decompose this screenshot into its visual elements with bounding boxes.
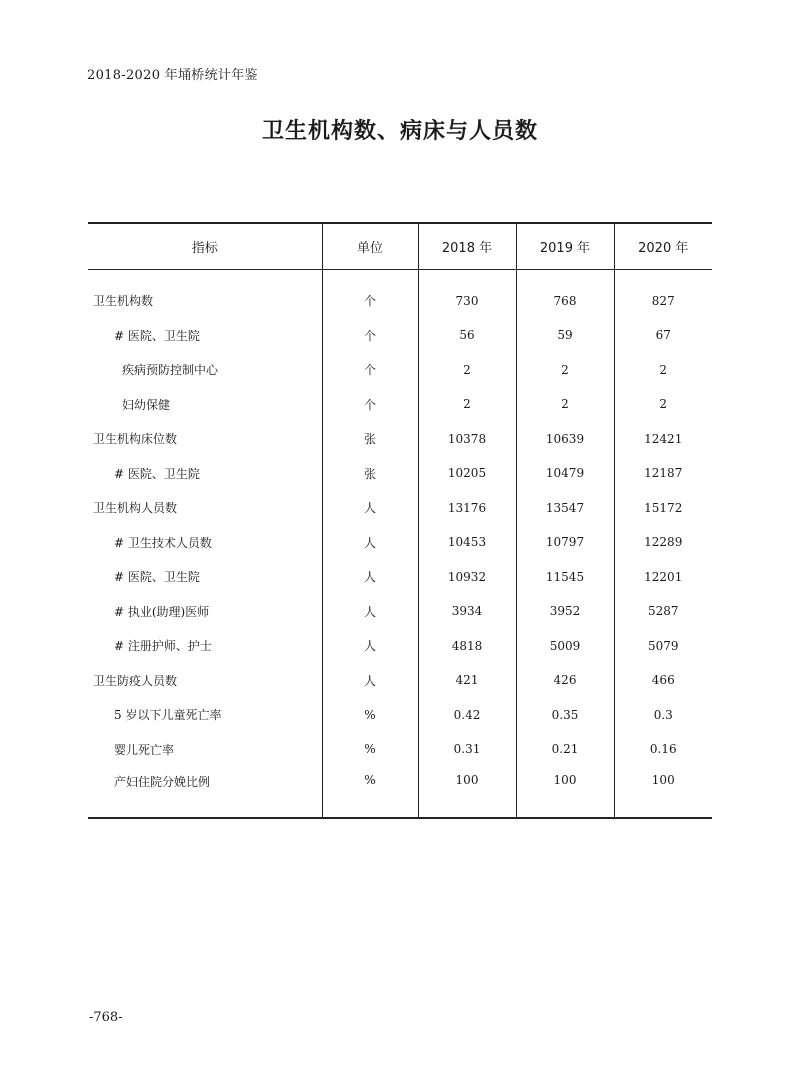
value-2018-cell: 56 (418, 318, 516, 353)
unit-cell: 个 (322, 318, 418, 353)
unit-cell: 个 (322, 387, 418, 422)
table-row (88, 387, 712, 422)
value-2019-cell: 768 (516, 284, 614, 319)
unit-cell: 人 (322, 594, 418, 629)
indicator-cell: 卫生机构数 (93, 294, 154, 309)
unit-cell: % (322, 732, 418, 767)
table-row (88, 456, 712, 491)
indicator-cell: # 医院、卫生院 (114, 466, 200, 481)
value-2020-cell: 15172 (614, 491, 712, 526)
value-2020-cell: 5079 (614, 629, 712, 664)
table-row (88, 594, 712, 629)
value-2018-cell: 10378 (418, 422, 516, 457)
unit-cell: 个 (322, 353, 418, 388)
table-row (88, 663, 712, 698)
table-row (88, 698, 712, 733)
unit-cell: 个 (322, 284, 418, 319)
value-2020-cell: 12187 (614, 456, 712, 491)
value-2019-cell: 13547 (516, 491, 614, 526)
value-2019-cell: 10797 (516, 525, 614, 560)
column-header-2020: 2020 年 (614, 223, 712, 269)
value-2020-cell: 12421 (614, 422, 712, 457)
table-row (88, 353, 712, 388)
unit-cell: 人 (322, 491, 418, 526)
table-row (88, 284, 712, 319)
table-row (88, 560, 712, 595)
indicator-cell: 5 岁以下儿童死亡率 (114, 708, 222, 723)
value-2019-cell: 59 (516, 318, 614, 353)
value-2019-cell: 2 (516, 353, 614, 388)
indicator-cell: # 注册护师、护士 (114, 639, 212, 654)
unit-cell: % (322, 698, 418, 733)
value-2020-cell: 100 (614, 767, 712, 818)
value-2019-cell: 0.21 (516, 732, 614, 767)
value-2019-cell: 10639 (516, 422, 614, 457)
value-2019-cell: 426 (516, 663, 614, 698)
unit-cell: 人 (322, 560, 418, 595)
unit-cell: 张 (322, 456, 418, 491)
running-header: 2018-2020 年埇桥统计年鉴 (87, 68, 258, 83)
indicator-cell: # 执业(助理)医师 (114, 604, 210, 619)
value-2018-cell: 10453 (418, 525, 516, 560)
indicator-cell: 妇幼保健 (122, 397, 171, 412)
value-2020-cell: 2 (614, 387, 712, 422)
indicator-cell: 卫生机构人员数 (93, 501, 178, 516)
unit-cell: 人 (322, 525, 418, 560)
table-row (88, 491, 712, 526)
value-2018-cell: 2 (418, 353, 516, 388)
table-row (88, 629, 712, 664)
value-2018-cell: 4818 (418, 629, 516, 664)
value-2020-cell: 12289 (614, 525, 712, 560)
value-2018-cell: 3934 (418, 594, 516, 629)
table-spacer-row (88, 269, 712, 284)
value-2020-cell: 67 (614, 318, 712, 353)
unit-cell: 人 (322, 663, 418, 698)
indicator-cell: # 医院、卫生院 (114, 328, 200, 343)
page-number: -768- (89, 1010, 123, 1025)
value-2018-cell: 10205 (418, 456, 516, 491)
unit-cell: 人 (322, 629, 418, 664)
table-row (88, 732, 712, 767)
value-2019-cell: 100 (516, 767, 614, 818)
table-row (88, 318, 712, 353)
indicator-cell: 疾病预防控制中心 (122, 363, 219, 378)
unit-cell: 张 (322, 422, 418, 457)
health-statistics-table (88, 222, 712, 819)
value-2020-cell: 12201 (614, 560, 712, 595)
table-row (88, 767, 712, 818)
value-2018-cell: 10932 (418, 560, 516, 595)
column-header-unit: 单位 (322, 223, 418, 269)
value-2020-cell: 0.3 (614, 698, 712, 733)
indicator-cell: 卫生机构床位数 (93, 432, 178, 447)
value-2020-cell: 2 (614, 353, 712, 388)
value-2018-cell: 2 (418, 387, 516, 422)
unit-cell: % (322, 767, 418, 818)
value-2019-cell: 0.35 (516, 698, 614, 733)
value-2018-cell: 13176 (418, 491, 516, 526)
value-2019-cell: 2 (516, 387, 614, 422)
value-2019-cell: 10479 (516, 456, 614, 491)
value-2018-cell: 730 (418, 284, 516, 319)
page-title: 卫生机构数、病床与人员数 (261, 119, 538, 144)
value-2019-cell: 5009 (516, 629, 614, 664)
table-header-row (88, 223, 712, 269)
table-row (88, 422, 712, 457)
indicator-cell: 婴儿死亡率 (114, 742, 175, 757)
value-2020-cell: 827 (614, 284, 712, 319)
column-header-2019: 2019 年 (516, 223, 614, 269)
value-2018-cell: 0.31 (418, 732, 516, 767)
value-2020-cell: 5287 (614, 594, 712, 629)
table-row (88, 525, 712, 560)
indicator-cell: 产妇住院分娩比例 (88, 767, 322, 818)
indicator-cell: # 医院、卫生院 (114, 570, 200, 585)
value-2020-cell: 466 (614, 663, 712, 698)
value-2019-cell: 3952 (516, 594, 614, 629)
value-2018-cell: 100 (418, 767, 516, 818)
value-2020-cell: 0.16 (614, 732, 712, 767)
value-2018-cell: 0.42 (418, 698, 516, 733)
column-header-2018: 2018 年 (418, 223, 516, 269)
column-header-indicator: 指标 (88, 223, 322, 269)
indicator-cell: # 卫生技术人员数 (114, 535, 212, 550)
value-2019-cell: 11545 (516, 560, 614, 595)
indicator-cell: 卫生防疫人员数 (93, 673, 178, 688)
value-2018-cell: 421 (418, 663, 516, 698)
